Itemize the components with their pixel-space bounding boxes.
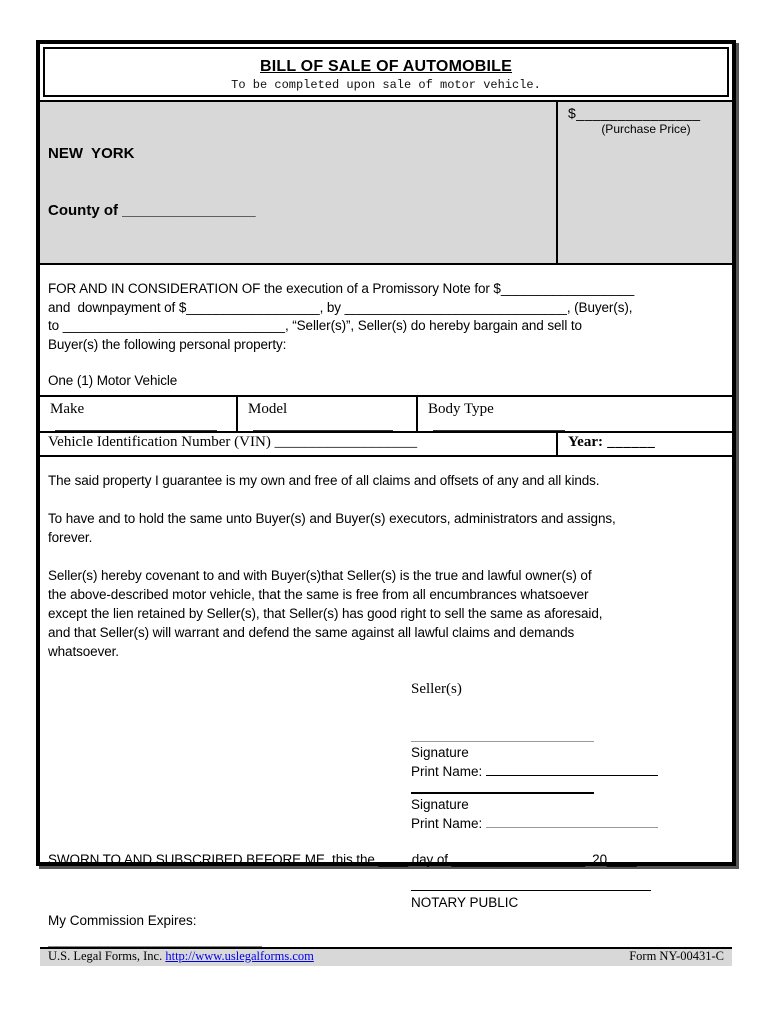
body-type-cell	[416, 397, 732, 431]
print-name-row-1	[411, 762, 724, 781]
notary-public-label: NOTARY PUBLIC	[411, 894, 519, 910]
county-line: County of ________________	[48, 202, 256, 219]
vin-year-row	[40, 431, 732, 455]
main-body	[40, 455, 732, 947]
covenant-paragraph: Seller(s) hereby covenant to and with Buyer(s)that Seller(s) is the true and lawful owner(s) of the above-described motor vehicle, that the same is free from all encumbrances whatsoever except the lien retained by Seller(s), that Seller(s) has good right to sell the same as aforesaid, and that Seller(s) will warrant and defend the same against all lawful claims and demands whatsoever.	[48, 567, 603, 659]
footer-form-number: Form NY-00431-C	[629, 949, 724, 963]
seller-signature-block	[411, 680, 724, 833]
purchase-price-blank: $_______________	[568, 105, 701, 121]
year-cell	[556, 433, 732, 455]
model-cell	[236, 397, 416, 431]
state-cell	[40, 102, 556, 263]
title-box	[43, 47, 729, 97]
print-name-label-2: Print Name:	[411, 815, 487, 831]
vehicle-table-row	[40, 395, 732, 431]
purchase-price-caption: (Purchase Price)	[601, 122, 691, 136]
body-type-label: Body Type	[428, 400, 494, 417]
state-header-row	[40, 100, 732, 265]
print-name-line-2	[486, 817, 658, 828]
guarantee-paragraph: The said property I guarantee is my own and free of all claims and offsets of any and all kinds.	[48, 472, 600, 488]
model-label: Model	[248, 400, 288, 417]
sellers-label: Seller(s)	[411, 680, 462, 697]
footer-website-link[interactable]: http://www.uslegalforms.com	[165, 949, 314, 963]
notary-block	[411, 869, 724, 912]
footer-company-name: U.S. Legal Forms, Inc.	[48, 949, 166, 963]
commission-expires-label: My Commission Expires:	[48, 912, 197, 928]
year-label: Year:	[568, 433, 603, 450]
habendum-paragraph: To have and to hold the same unto Buyer(s) and Buyer(s) executors, administrators and assigns, forever.	[48, 510, 616, 545]
signature-label-1: Signature	[411, 744, 469, 760]
notary-signature-line	[411, 869, 651, 891]
vin-cell: Vehicle Identification Number (VIN) ___________________	[48, 433, 418, 450]
vehicle-heading: One (1) Motor Vehicle	[48, 373, 178, 388]
year-blank: ______	[602, 433, 656, 450]
consideration-paragraph	[40, 265, 732, 395]
make-label: Make	[50, 400, 85, 417]
sworn-statement: SWORN TO AND SUBSCRIBED BEFORE ME, this the ____ day of __________________, 20____.	[48, 851, 641, 867]
print-name-label-1: Print Name:	[411, 763, 487, 779]
print-name-line-1	[486, 765, 658, 776]
print-name-row-2	[411, 814, 724, 833]
state-name: NEW YORK	[48, 145, 135, 162]
purchase-price-cell	[556, 102, 732, 263]
footer-bar	[40, 947, 732, 966]
signature-line-1	[411, 699, 594, 742]
consideration-lines: FOR AND IN CONSIDERATION OF the execution of a Promissory Note for $__________________ and downpayment of $__________________, by ______________________________, (Buyer(s), to ______________________________, “Seller(s)”, Seller(s) do hereby bargain and sell to Buyer(s) the following personal property:	[48, 281, 635, 352]
footer-company	[48, 949, 314, 964]
signature-label-2: Signature	[411, 796, 469, 812]
document-frame	[36, 40, 736, 963]
document-subtitle: To be completed upon sale of motor vehicle.	[231, 78, 541, 92]
document-title: BILL OF SALE OF AUTOMOBILE	[259, 58, 512, 75]
make-cell	[40, 397, 236, 431]
signature-line-2	[411, 781, 594, 794]
commission-expires-line	[48, 930, 262, 947]
